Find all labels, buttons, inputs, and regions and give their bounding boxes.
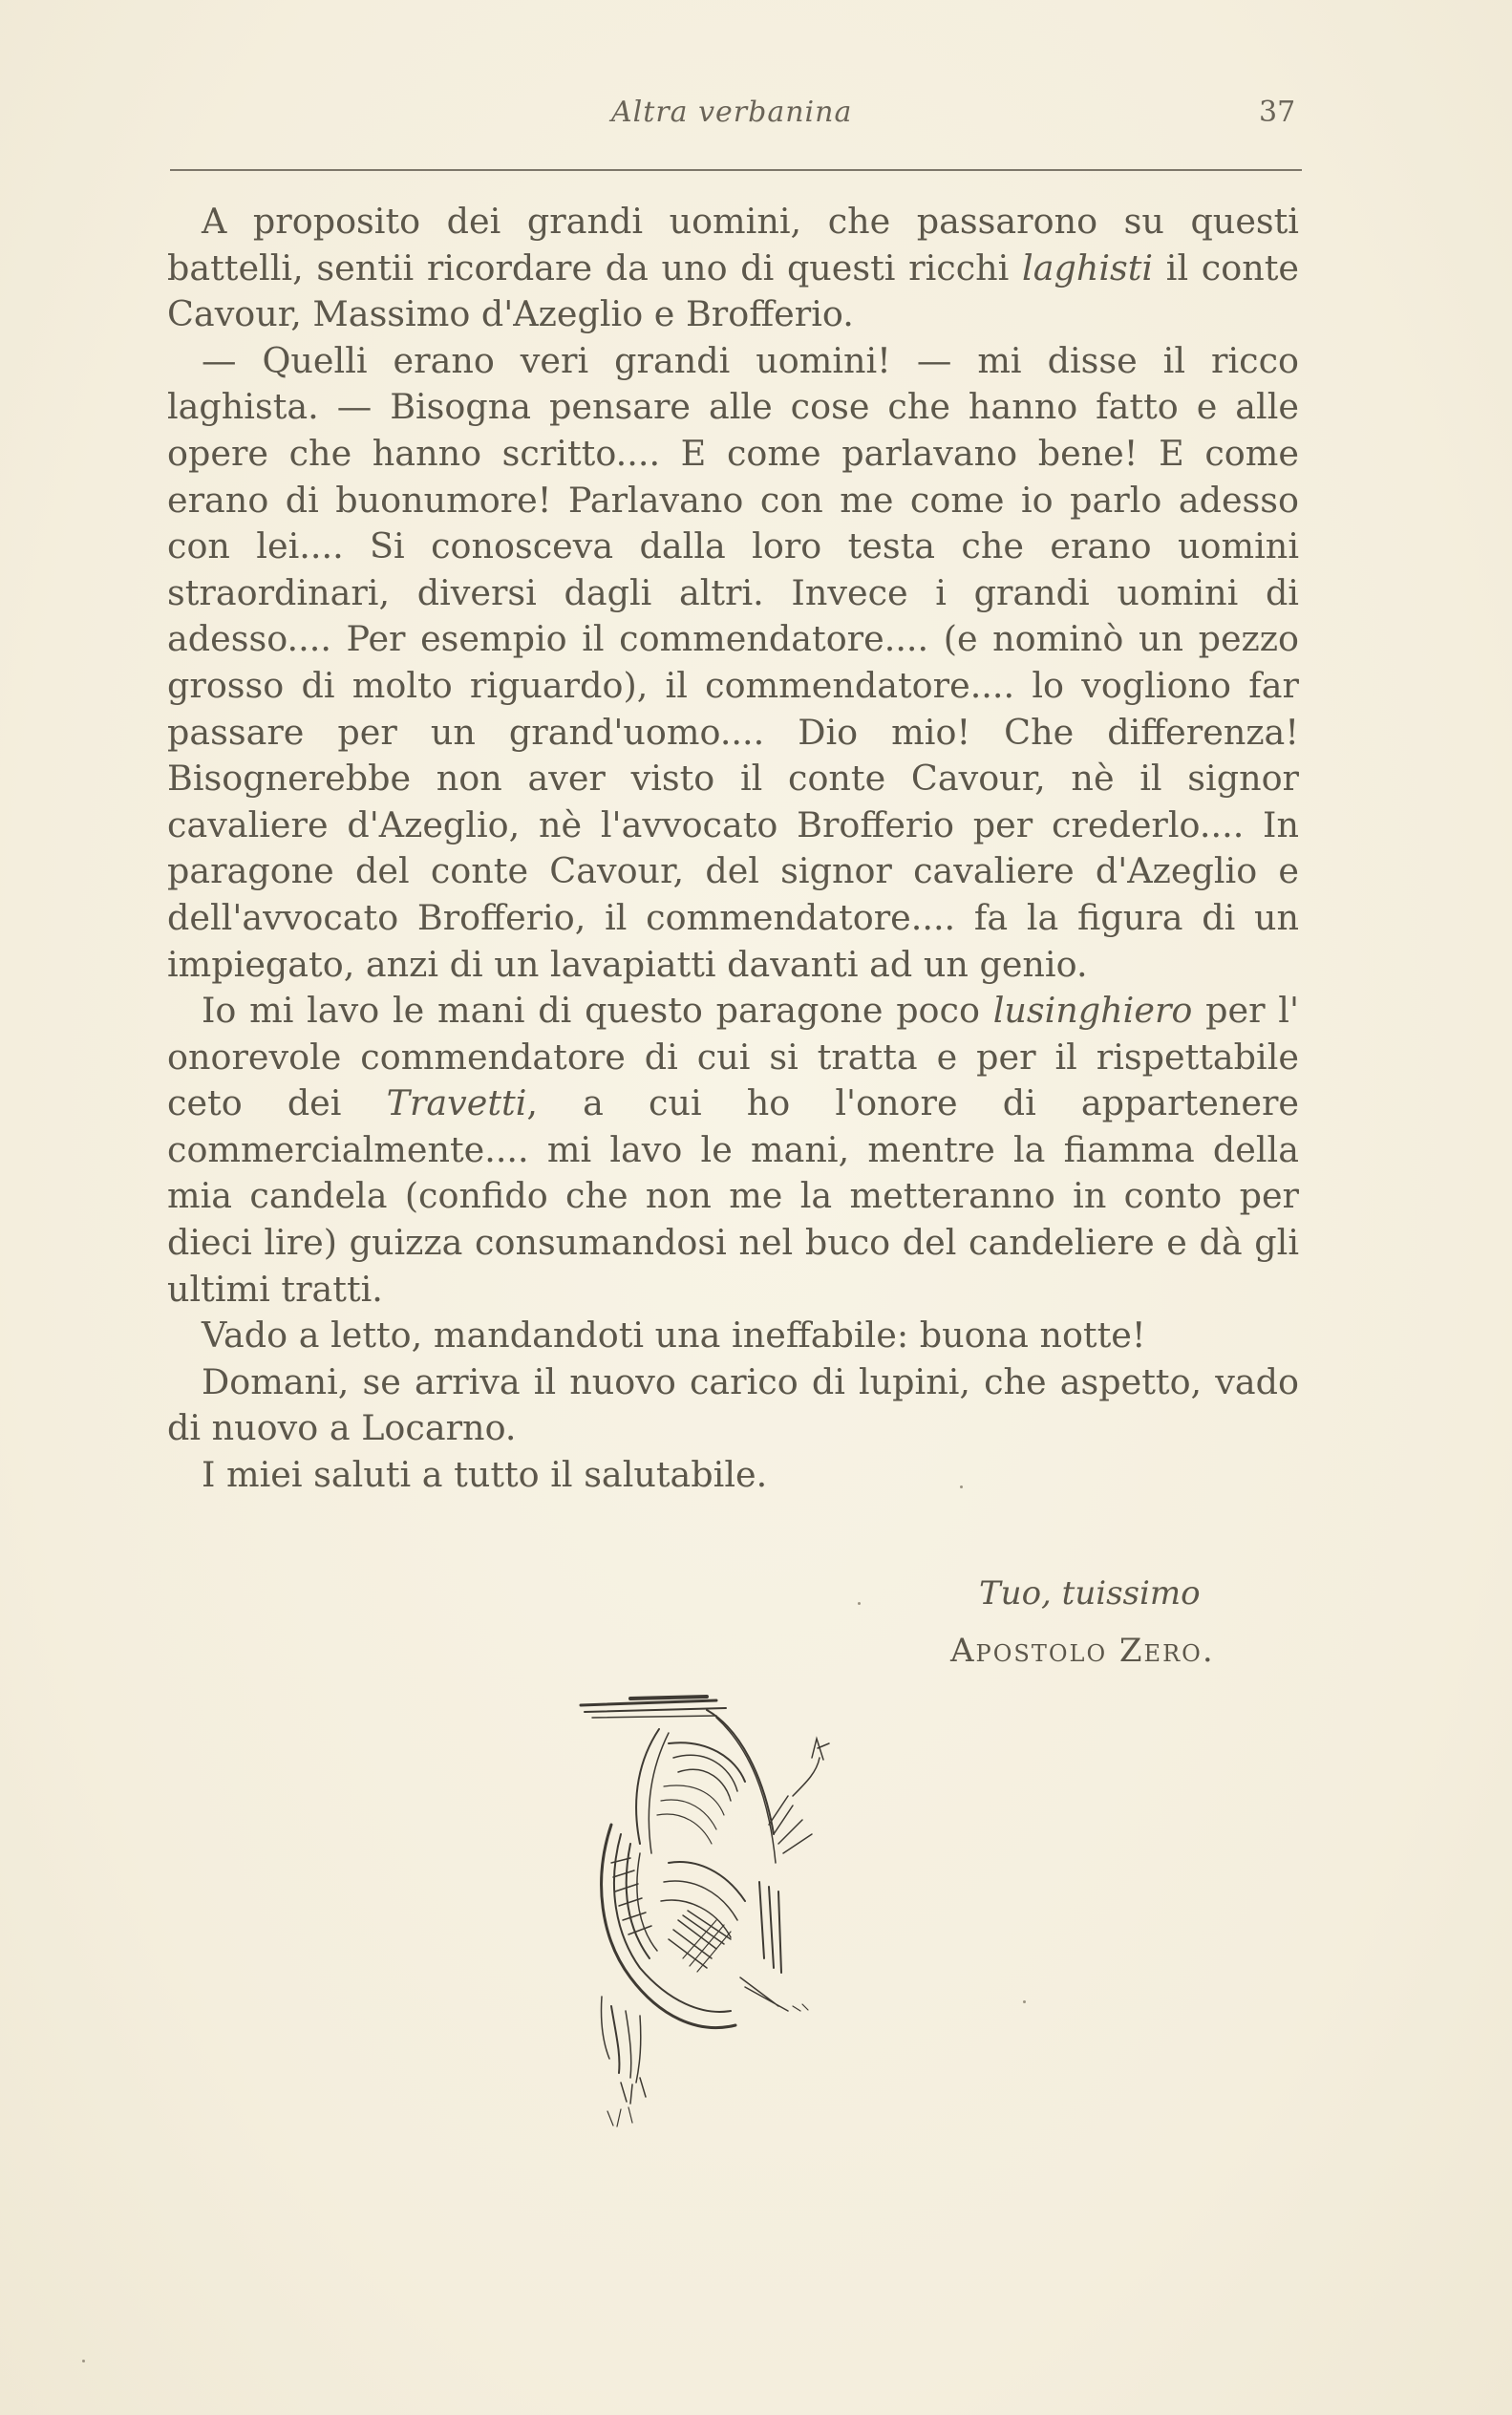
paragraph <box>167 988 1299 1313</box>
paragraph <box>167 338 1299 988</box>
paper-speck <box>960 1485 963 1488</box>
paragraph <box>167 1452 1299 1499</box>
signature-block <box>950 1565 1294 1679</box>
text-segment: Domani, se arriva il nuovo carico di lupini, che aspetto, vado di nuovo a Locarno. <box>167 1360 1299 1449</box>
candle-vignette-icon <box>573 1691 888 2140</box>
paragraph <box>167 1313 1299 1359</box>
page-number: 37 <box>1259 96 1296 129</box>
signature-closing: Tuo, tuissimo <box>979 1574 1201 1613</box>
paper-speck <box>82 2360 85 2362</box>
text-segment: , a cui ho l'onore di appartenere commercialmente.... mi lavo le mani, mentre la fiamma della mia candela (confido che non me la metteranno in conto per dieci lire) guizza consumandosi nel buco del candeliere e dà gli ultimi tratti. <box>167 1082 1300 1310</box>
letter-body <box>167 199 1299 1499</box>
text-segment: — Quelli erano veri grandi uomini! — mi disse il ricco laghista. — Bisogna pensare alle cose che hanno fatto e alle opere che hanno scritto.... E come parlavano bene! E come erano di buonumore! Parlavano con me come io parlo adesso con lei.... Si conosceva dalla loro testa che erano uomini straordinari, diversi dagli altri. Invece i grandi uomini di adesso.... Per esempio il commendatore.... (e nominò un pezzo grosso di molto riguardo), il commendatore.... lo vogliono far passare per un grand'uomo.... Dio mio! Che differenza! Bisognerebbe non aver visto il conte Cavour, nè il signor cavaliere d'Azeglio, nè l'avvocato Brofferio per crederlo.... In paragone del conte Cavour, del signor cavaliere d'Azeglio e dell'avvocato Brofferio, il commendatore.... fa la figura di un impiegato, anzi di un lavapiatti davanti ad un genio. <box>167 339 1299 985</box>
italic-text: laghisti <box>1022 246 1154 289</box>
paragraph <box>167 1359 1299 1452</box>
text-segment: per l' onorevole commendatore di cui si tratta e per il rispettabile ceto dei <box>167 990 1299 1124</box>
paragraph <box>167 199 1299 338</box>
signature-name: Apostolo Zero. <box>950 1632 1215 1670</box>
text-segment: Io mi lavo le mani di questo paragone poco <box>202 990 993 1032</box>
paper-speck <box>858 1602 861 1605</box>
text-segment: il conte Cavour, Massimo d'Azeglio e Brofferio. <box>167 246 1299 335</box>
text-segment: A proposito dei grandi uomini, che passarono su questi battelli, sentii ricordare da uno di questi ricchi <box>167 201 1299 289</box>
italic-text: Travetti <box>386 1082 527 1124</box>
running-title: Altra verbanina <box>611 96 853 129</box>
text-segment: I miei saluti a tutto il salutabile. <box>202 1454 768 1496</box>
text-segment: Vado a letto, mandandoti una ineffabile: buona notte! <box>202 1314 1146 1357</box>
italic-text: lusinghiero <box>992 990 1193 1032</box>
header-rule <box>170 169 1302 171</box>
paper-speck <box>1023 2000 1026 2003</box>
